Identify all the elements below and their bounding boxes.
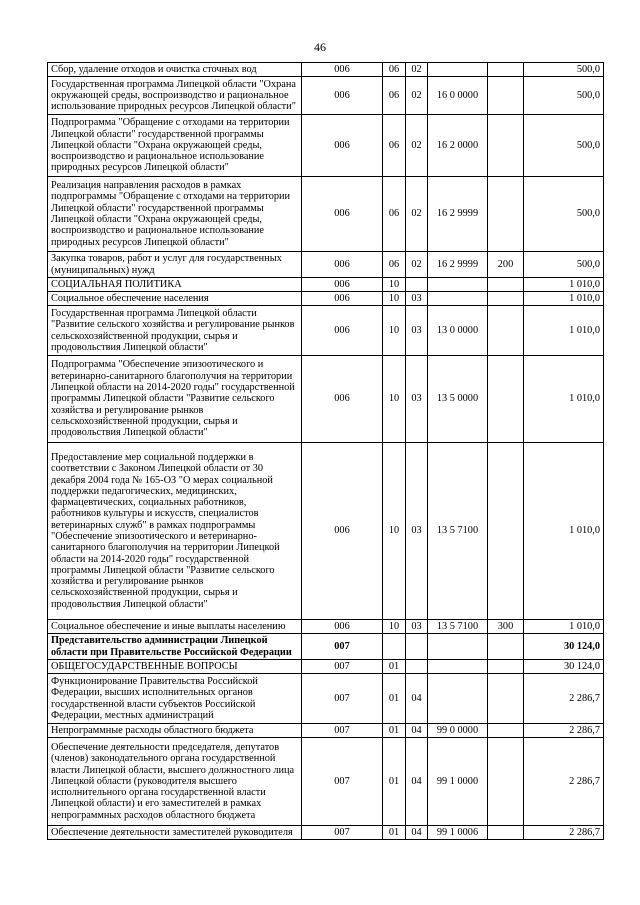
expense-code: 200 [488, 252, 524, 278]
amount: 30 124,0 [524, 660, 604, 674]
amount: 500,0 [524, 115, 604, 177]
subsection-code: 02 [406, 177, 428, 252]
table-row [48, 278, 604, 292]
subsection-code [406, 634, 428, 660]
target-code: 13 5 0000 [428, 356, 488, 443]
subsection-code: 03 [406, 292, 428, 306]
amount: 500,0 [524, 177, 604, 252]
ministry-code: 006 [302, 115, 383, 177]
row-name: Реализация направления расходов в рамках подпрограммы "Обращение с отходами на территории Липецкой области" государственной программы Липецкой области "Охрана окружающей среды, воспроизводство и рациональное использование природных ресурсов Липецкой области" [48, 177, 302, 252]
section-code: 06 [383, 63, 406, 77]
subsection-code [406, 660, 428, 674]
expense-code [488, 443, 524, 620]
target-code: 13 0 0000 [428, 306, 488, 356]
table-row [48, 292, 604, 306]
budget-table [47, 62, 604, 840]
table-row [48, 77, 604, 115]
row-name: Государственная программа Липецкой области "Охрана окружающей среды, воспроизводство и рациональное использование природных ресурсов Липецкой области" [48, 77, 302, 115]
expense-code: 300 [488, 620, 524, 634]
row-name: Подпрограмма "Обращение с отходами на территории Липецкой области" государственной программы Липецкой области "Охрана окружающей среды, воспроизводство и рациональное использование природных ресурсов Липецкой области" [48, 115, 302, 177]
amount: 1 010,0 [524, 292, 604, 306]
table-row [48, 634, 604, 660]
row-name: ОБЩЕГОСУДАРСТВЕННЫЕ ВОПРОСЫ [48, 660, 302, 674]
section-code: 01 [383, 674, 406, 724]
target-code [428, 63, 488, 77]
expense-code [488, 738, 524, 826]
section-code: 01 [383, 826, 406, 840]
target-code: 99 0 0000 [428, 724, 488, 738]
amount: 1 010,0 [524, 306, 604, 356]
expense-code [488, 660, 524, 674]
table-row [48, 738, 604, 826]
subsection-code: 04 [406, 738, 428, 826]
subsection-code: 02 [406, 63, 428, 77]
section-code [383, 634, 406, 660]
table-row [48, 252, 604, 278]
ministry-code: 007 [302, 738, 383, 826]
section-code: 10 [383, 306, 406, 356]
expense-code [488, 63, 524, 77]
expense-code [488, 115, 524, 177]
row-name: Обеспечение деятельности заместителей руководителя [48, 826, 302, 840]
amount: 1 010,0 [524, 620, 604, 634]
section-code: 06 [383, 177, 406, 252]
subsection-code: 03 [406, 306, 428, 356]
row-name: СОЦИАЛЬНАЯ ПОЛИТИКА [48, 278, 302, 292]
row-name: Государственная программа Липецкой области "Развитие сельского хозяйства и регулирование рынков сельскохозяйственной продукции, сырья и продовольствия Липецкой области" [48, 306, 302, 356]
section-code: 10 [383, 443, 406, 620]
target-code [428, 660, 488, 674]
ministry-code: 007 [302, 660, 383, 674]
table-row [48, 660, 604, 674]
row-name: Предоставление мер социальной поддержки в соответствии с Законом Липецкой области от 30 декабря 2004 года № 165-ОЗ "О мерах социальной поддержки педагогических, медицинских, фармацевтических, социальных работников, работников культуры и искусств, специалистов ветеринарных служб" в рамках подпрограммы "Обеспечение эпизоотического и ветеринарно-санитарного благополучия на территории Липецкой области на 2014-2020 годы" государственной программы Липецкой области "Развитие сельского хозяйства и регулирование рынков сельскохозяйственной продукции, сырья и продовольствия Липецкой области" [48, 443, 302, 620]
row-name: Обеспечение деятельности председателя, депутатов (членов) законодательного органа государственной власти Липецкой области, высшего должностного лица Липецкой области (руководителя высшего исполнительного органа государственной власти Липецкой области) и его заместителей в рамках непрограммных расходов областного бюджета [48, 738, 302, 826]
expense-code [488, 278, 524, 292]
expense-code [488, 306, 524, 356]
expense-code [488, 674, 524, 724]
subsection-code: 04 [406, 674, 428, 724]
target-code [428, 674, 488, 724]
target-code [428, 292, 488, 306]
amount: 500,0 [524, 77, 604, 115]
row-name: Сбор, удаление отходов и очистка сточных вод [48, 63, 302, 77]
target-code: 16 2 9999 [428, 177, 488, 252]
row-name: Социальное обеспечение населения [48, 292, 302, 306]
table-row [48, 63, 604, 77]
subsection-code: 02 [406, 77, 428, 115]
amount: 2 286,7 [524, 724, 604, 738]
ministry-code: 007 [302, 826, 383, 840]
table-row [48, 674, 604, 724]
ministry-code: 007 [302, 634, 383, 660]
amount: 30 124,0 [524, 634, 604, 660]
amount: 500,0 [524, 252, 604, 278]
section-code: 10 [383, 278, 406, 292]
section-code: 10 [383, 292, 406, 306]
target-code: 16 2 0000 [428, 115, 488, 177]
ministry-code: 006 [302, 77, 383, 115]
table-row [48, 306, 604, 356]
expense-code [488, 77, 524, 115]
row-name: Непрограммные расходы областного бюджета [48, 724, 302, 738]
amount: 2 286,7 [524, 826, 604, 840]
section-code: 06 [383, 115, 406, 177]
subsection-code: 03 [406, 356, 428, 443]
ministry-code: 006 [302, 443, 383, 620]
expense-code [488, 292, 524, 306]
row-name: Представительство администрации Липецкой области при Правительстве Российской Федерации [48, 634, 302, 660]
target-code: 13 5 7100 [428, 620, 488, 634]
subsection-code: 04 [406, 826, 428, 840]
amount: 1 010,0 [524, 356, 604, 443]
expense-code [488, 177, 524, 252]
subsection-code: 02 [406, 252, 428, 278]
table-row [48, 620, 604, 634]
page-number: 46 [314, 40, 326, 54]
ministry-code: 006 [302, 177, 383, 252]
ministry-code: 006 [302, 63, 383, 77]
section-code: 01 [383, 738, 406, 826]
ministry-code: 006 [302, 292, 383, 306]
ministry-code: 006 [302, 278, 383, 292]
amount: 1 010,0 [524, 278, 604, 292]
section-code: 01 [383, 724, 406, 738]
section-code: 10 [383, 620, 406, 634]
subsection-code: 02 [406, 115, 428, 177]
target-code: 99 1 0000 [428, 738, 488, 826]
table-row [48, 115, 604, 177]
ministry-code: 007 [302, 724, 383, 738]
table-row [48, 826, 604, 840]
amount: 500,0 [524, 63, 604, 77]
subsection-code: 03 [406, 443, 428, 620]
table-row [48, 356, 604, 443]
subsection-code [406, 278, 428, 292]
ministry-code: 006 [302, 356, 383, 443]
target-code: 16 0 0000 [428, 77, 488, 115]
table-row [48, 443, 604, 620]
expense-code [488, 826, 524, 840]
row-name: Подпрограмма "Обеспечение эпизоотического и ветеринарно-санитарного благополучия на территории Липецкой области на 2014-2020 годы" государственной программы Липецкой области "Развитие сельского хозяйства и регулирование рынков сельскохозяйственной продукции, сырья и продовольствия Липецкой области" [48, 356, 302, 443]
ministry-code: 006 [302, 620, 383, 634]
section-code: 06 [383, 77, 406, 115]
amount: 1 010,0 [524, 443, 604, 620]
row-name: Социальное обеспечение и иные выплаты населению [48, 620, 302, 634]
target-code: 16 2 9999 [428, 252, 488, 278]
table-row [48, 724, 604, 738]
ministry-code: 007 [302, 674, 383, 724]
target-code: 13 5 7100 [428, 443, 488, 620]
target-code: 99 1 0006 [428, 826, 488, 840]
ministry-code: 006 [302, 306, 383, 356]
amount: 2 286,7 [524, 674, 604, 724]
expense-code [488, 356, 524, 443]
amount: 2 286,7 [524, 738, 604, 826]
section-code: 06 [383, 252, 406, 278]
row-name: Функционирование Правительства Российской Федерации, высших исполнительных органов государственной власти субъектов Российской Федерации, местных администраций [48, 674, 302, 724]
target-code [428, 634, 488, 660]
row-name: Закупка товаров, работ и услуг для государственных (муниципальных) нужд [48, 252, 302, 278]
expense-code [488, 724, 524, 738]
subsection-code: 03 [406, 620, 428, 634]
expense-code [488, 634, 524, 660]
subsection-code: 04 [406, 724, 428, 738]
section-code: 10 [383, 356, 406, 443]
ministry-code: 006 [302, 252, 383, 278]
section-code: 01 [383, 660, 406, 674]
table-row [48, 177, 604, 252]
target-code [428, 278, 488, 292]
